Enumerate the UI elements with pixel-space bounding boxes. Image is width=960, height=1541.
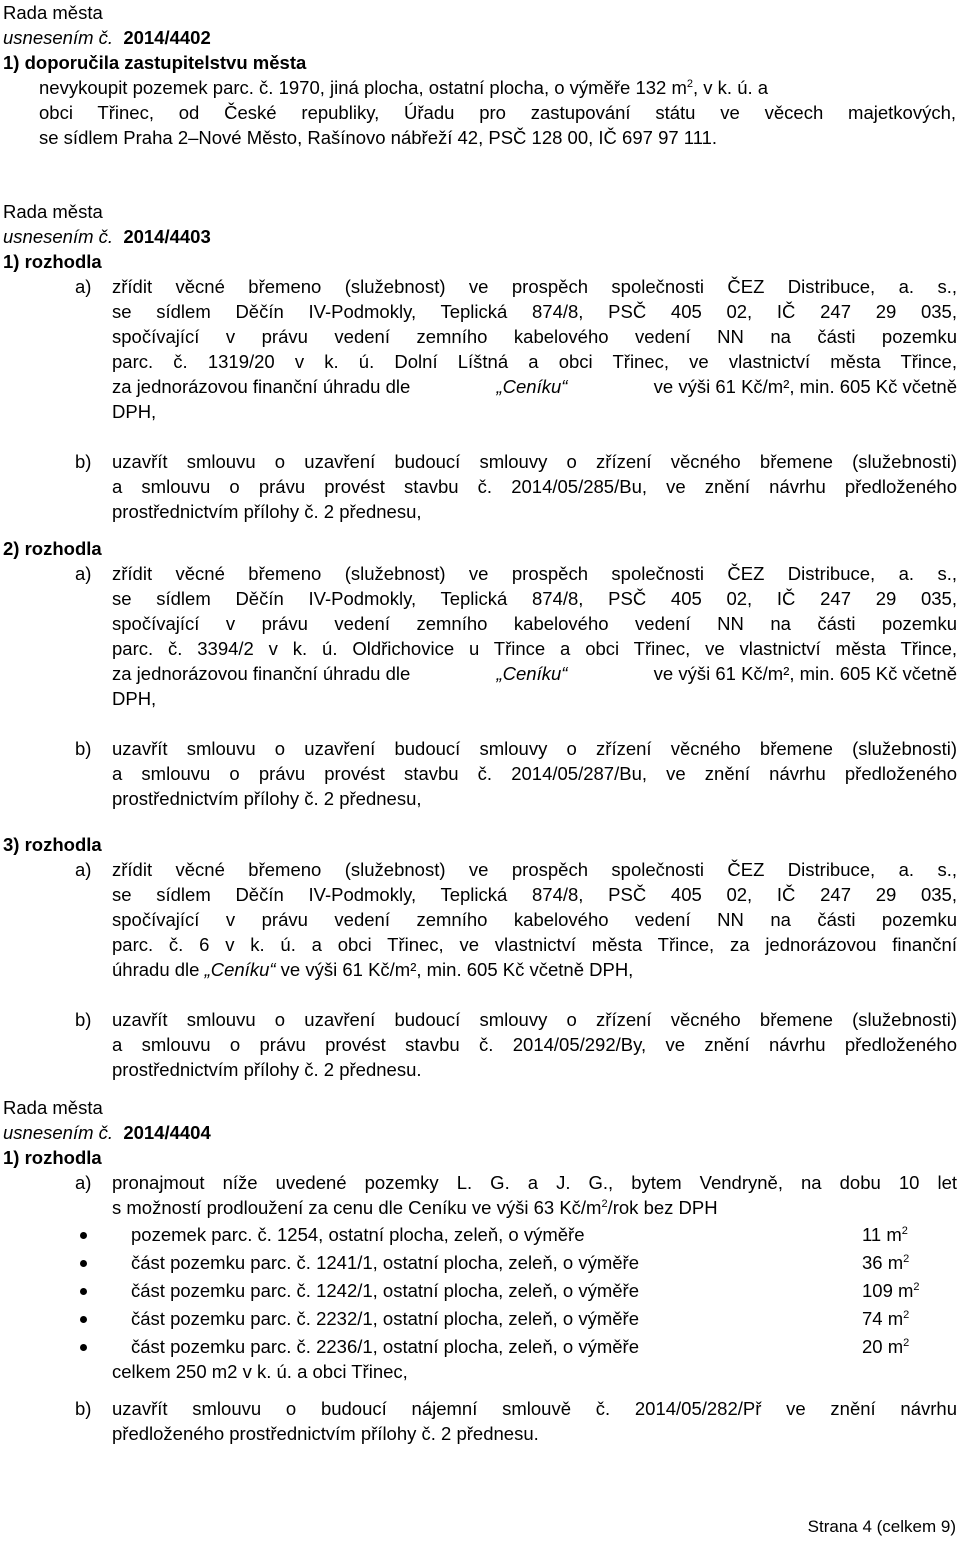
- body-line: obci Třinec, od České republiky, Úřadu pro zastupování státu ve věcech majetkových,: [39, 102, 956, 123]
- body-line: uzavřít smlouvu o budoucí nájemní smlouvě č. 2014/05/282/Př ve znění návrhu: [112, 1398, 957, 1419]
- body-line: parc. č. 1319/20 v k. ú. Dolní Líštná a obci Třinec, ve vlastnictví města Třince,: [112, 351, 957, 372]
- body-line: a smlouvu o právu provést stavbu č. 2014/05/287/Bu, ve znění návrhu předloženého: [112, 763, 957, 784]
- resolution-number: 2014/4402: [123, 27, 211, 48]
- body-line: prostřednictvím přílohy č. 2 přednesu.: [112, 1059, 422, 1080]
- price-line: úhradu dle „Ceníku“ ve výši 61 Kč/m², min. 605 Kč včetně DPH,: [112, 959, 634, 980]
- resolution-prefix: usnesením č.: [3, 226, 114, 247]
- body-line: parc. č. 6 v k. ú. a obci Třinec, ve vlastnictví města Třince, za jednorázovou finanční: [112, 934, 957, 955]
- area-value: 36 $m^2$: [862, 1252, 910, 1273]
- body-line: s možností prodloužení za cenu dle Ceníku ve výši 63 $Kč/m^2$/rok bez DPH: [112, 1197, 718, 1218]
- body-line: se sídlem Děčín IV-Podmokly, Teplická 874/8, PSČ 405 02, IČ 247 29 035,: [112, 301, 957, 322]
- resolution-number: 2014/4404: [123, 1122, 211, 1143]
- total-line: celkem 250 m2 v k. ú. a obci Třinec,: [112, 1361, 408, 1382]
- area-value: 109 $m^2$: [862, 1280, 920, 1301]
- point-label: b): [75, 451, 92, 472]
- body-line: spočívající v právu vedení zemního kabelového vedení NN na části pozemku: [112, 909, 957, 930]
- resolution-label: [3, 226, 211, 248]
- body-line: spočívající v právu vedení zemního kabelového vedení NN na části pozemku: [112, 326, 957, 347]
- body-line: DPH,: [112, 688, 157, 709]
- council-heading: Rada města: [3, 2, 103, 23]
- body-line: se sídlem Děčín IV-Podmokly, Teplická 874/8, PSČ 405 02, IČ 247 29 035,: [112, 588, 957, 609]
- point-label: b): [75, 1398, 92, 1419]
- resolution-label: [3, 1122, 211, 1144]
- body-line: a smlouvu o právu provést stavbu č. 2014/05/285/Bu, ve znění návrhu předloženého: [112, 476, 957, 497]
- point-label: b): [75, 1009, 92, 1030]
- point-label: a): [75, 276, 92, 297]
- bullet-icon: [80, 1232, 87, 1239]
- resolution-number: 2014/4403: [123, 226, 211, 247]
- point-label: a): [75, 859, 92, 880]
- body-line: předloženého prostřednictvím přílohy č. 2 přednesu.: [112, 1423, 539, 1444]
- body-line: pronajmout níže uvedené pozemky L. G. a J. G., bytem Vendryně, na dobu 10 let: [112, 1172, 957, 1193]
- item-heading: 1) rozhodla: [3, 1147, 102, 1168]
- list-item: část pozemku parc. č. 1241/1, ostatní plocha, zeleň, o výměře: [131, 1252, 639, 1273]
- point-label: a): [75, 1172, 92, 1193]
- page-number: Strana 4 (celkem 9): [807, 1517, 956, 1536]
- bullet-icon: [80, 1344, 87, 1351]
- resolution-label: [3, 27, 211, 49]
- body-line: se sídlem Praha 2–Nové Město, Rašínovo nábřeží 42, PSČ 128 00, IČ 697 97 111.: [39, 127, 718, 148]
- body-line: uzavřít smlouvu o uzavření budoucí smlouvy o zřízení věcného břemene (služebnosti): [112, 451, 957, 472]
- resolution-prefix: usnesením č.: [3, 27, 114, 48]
- pricelist-name: „Ceníku“: [204, 959, 276, 980]
- area-value: 11 $m^2$: [862, 1224, 908, 1245]
- point-label: a): [75, 563, 92, 584]
- price-line: za jednorázovou finanční úhradu dle „Ceníku“ ve výši 61 Kč/m², min. 605 Kč včetně: [112, 663, 957, 684]
- list-item: část pozemku parc. č. 1242/1, ostatní plocha, zeleň, o výměře: [131, 1280, 639, 1301]
- area-value: 20 $m^2$: [862, 1336, 910, 1357]
- body-line: se sídlem Děčín IV-Podmokly, Teplická 874/8, PSČ 405 02, IČ 247 29 035,: [112, 884, 957, 905]
- bullet-icon: [80, 1260, 87, 1267]
- item-heading: 3) rozhodla: [3, 834, 102, 855]
- body-line: prostřednictvím přílohy č. 2 přednesu,: [112, 501, 422, 522]
- pricelist-name: „Ceníku“: [496, 376, 568, 397]
- item-heading: 1) doporučila zastupitelstvu města: [3, 52, 307, 73]
- body-line: spočívající v právu vedení zemního kabelového vedení NN na části pozemku: [112, 613, 957, 634]
- body-line: zřídit věcné břemeno (služebnost) ve prospěch společnosti ČEZ Distribuce, a. s.,: [112, 859, 957, 880]
- body-line: uzavřít smlouvu o uzavření budoucí smlouvy o zřízení věcného břemene (služebnosti): [112, 738, 957, 759]
- council-heading: Rada města: [3, 201, 103, 222]
- body-line: uzavřít smlouvu o uzavření budoucí smlouvy o zřízení věcného břemene (služebnosti): [112, 1009, 957, 1030]
- body-line: parc. č. 3394/2 v k. ú. Oldřichovice u Třince a obci Třinec, ve vlastnictví města Třince,: [112, 638, 957, 659]
- body-line: nevykoupit pozemek parc. č. 1970, jiná plocha, ostatní plocha, o výměře 132 $m^2$, v k. ú. a: [39, 77, 769, 98]
- item-heading: 2) rozhodla: [3, 538, 102, 559]
- council-heading: Rada města: [3, 1097, 103, 1118]
- item-heading: 1) rozhodla: [3, 251, 102, 272]
- point-label: b): [75, 738, 92, 759]
- body-line: prostřednictvím přílohy č. 2 přednesu,: [112, 788, 422, 809]
- list-item: pozemek parc. č. 1254, ostatní plocha, zeleň, o výměře: [131, 1224, 585, 1245]
- price-line: za jednorázovou finanční úhradu dle „Ceníku“ ve výši 61 Kč/m², min. 605 Kč včetně: [112, 376, 957, 397]
- body-line: zřídit věcné břemeno (služebnost) ve prospěch společnosti ČEZ Distribuce, a. s.,: [112, 563, 957, 584]
- area-value: 74 $m^2$: [862, 1308, 910, 1329]
- list-item: část pozemku parc. č. 2232/1, ostatní plocha, zeleň, o výměře: [131, 1308, 639, 1329]
- list-item: část pozemku parc. č. 2236/1, ostatní plocha, zeleň, o výměře: [131, 1336, 639, 1357]
- resolution-prefix: usnesením č.: [3, 1122, 114, 1143]
- body-line: DPH,: [112, 401, 157, 422]
- bullet-icon: [80, 1288, 87, 1295]
- bullet-icon: [80, 1316, 87, 1323]
- body-line: zřídit věcné břemeno (služebnost) ve prospěch společnosti ČEZ Distribuce, a. s.,: [112, 276, 957, 297]
- pricelist-name: „Ceníku“: [496, 663, 568, 684]
- body-line: a smlouvu o právu provést stavbu č. 2014/05/292/By, ve znění návrhu předloženého: [112, 1034, 957, 1055]
